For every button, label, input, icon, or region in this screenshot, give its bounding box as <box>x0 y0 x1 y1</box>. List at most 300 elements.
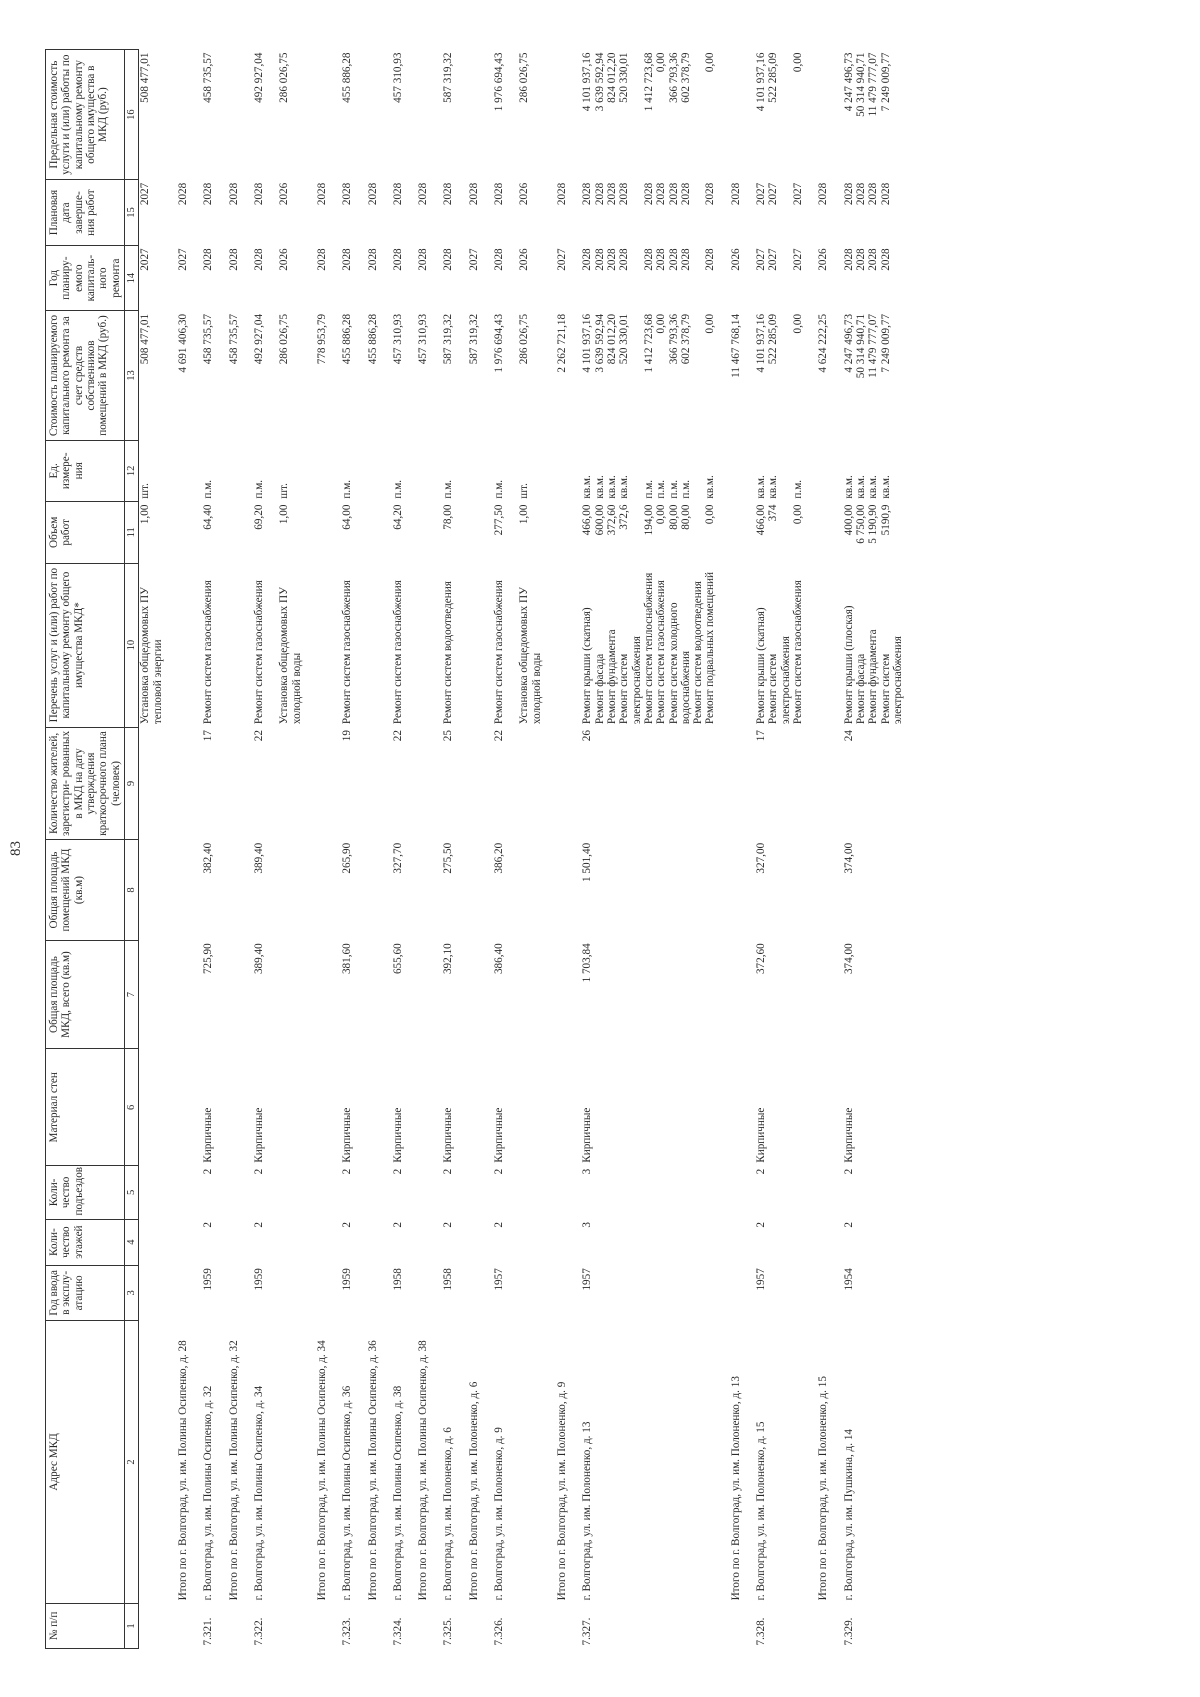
completion-year: 2028 <box>842 182 855 206</box>
unit-cell <box>468 440 480 502</box>
work-volume: 1,00 <box>518 504 531 525</box>
residents-cell: 19 <box>341 730 354 742</box>
work-item-cell <box>341 563 353 727</box>
premises-area-cell: 1 501,40 <box>581 842 594 882</box>
year-built-cell <box>228 1265 240 1320</box>
floors-cell: 2 <box>755 1222 768 1228</box>
row-number-cell <box>518 1603 543 1648</box>
wall-material-cell <box>316 1049 328 1166</box>
work-volume: 0,00 <box>792 504 805 525</box>
residents-cell <box>367 727 379 840</box>
work-volume: 372,6 <box>618 504 631 530</box>
premises-area-cell <box>278 840 303 940</box>
floors-cell: 2 <box>391 1222 404 1228</box>
row-number-cell <box>417 1603 429 1648</box>
column-number: 10 <box>124 563 139 727</box>
address-cell: г. Волгоград, ул. им. Пушкина, д. 14 <box>842 1428 855 1601</box>
completion-year-cell <box>817 180 829 246</box>
row-spacer-cell <box>354 50 367 1649</box>
entrances-cell <box>316 1166 328 1219</box>
work-item-cell <box>468 563 480 727</box>
completion-year-cell <box>493 180 505 246</box>
repair-year: 2028 <box>227 248 240 271</box>
floors-cell <box>518 1219 543 1265</box>
unit: кв.м. <box>704 475 717 499</box>
repair-year: 2028 <box>618 248 631 271</box>
work-item: Ремонт крыши (скатная) <box>755 607 768 725</box>
year-built-cell: 1954 <box>842 1268 855 1291</box>
planned-cost-cell <box>442 311 454 440</box>
premises-area-cell <box>316 840 328 940</box>
year-built-cell <box>518 1265 543 1320</box>
subtotal-row <box>367 50 379 1649</box>
header-cell: Количество жителей, зарегистри- рованных в МКД на дату утверждения краткосрочного плана (человек) <box>46 727 125 840</box>
planned-cost: 0,00 <box>792 313 805 334</box>
planned-cost-cell <box>556 311 568 440</box>
work-volume-cell <box>755 502 804 564</box>
column-number: 4 <box>124 1219 139 1265</box>
planned-cost <box>692 314 704 437</box>
work-item: Ремонт систем газоснабжения <box>391 580 404 725</box>
work-item: Установка общедомовых ПУ холодной воды <box>278 587 303 725</box>
residents-cell <box>730 727 742 840</box>
work-volume <box>780 505 792 561</box>
planned-cost-cell <box>139 311 164 440</box>
header-cell: Плановая дата заверше- ния работ <box>46 180 125 246</box>
limit-cost-cell <box>581 50 716 180</box>
unit-cell <box>202 440 214 502</box>
limit-cost: 1 976 694,43 <box>493 52 506 112</box>
work-item-cell <box>518 563 543 727</box>
work-item-cell <box>730 563 742 727</box>
repair-year <box>780 248 792 308</box>
planned-cost: 4 691 406,30 <box>177 313 190 373</box>
address-cell <box>278 1321 303 1604</box>
completion-year: 2028 <box>341 182 354 206</box>
planned-cost-cell <box>417 311 429 440</box>
work-item: Ремонт систем газоснабжения <box>252 580 265 725</box>
year-built-cell: 1958 <box>442 1268 455 1291</box>
limit-cost: 520 330,01 <box>618 52 631 103</box>
work-volume: 374 <box>767 504 780 522</box>
work-item: Ремонт систем газоснабжения <box>792 580 805 725</box>
work-volume-cell <box>468 502 480 564</box>
total-area-cell: 1 703,84 <box>581 943 594 983</box>
row-number-cell <box>228 1603 240 1648</box>
repair-year-cell <box>468 245 480 311</box>
residents-cell <box>278 727 303 840</box>
work-volume-cell <box>581 502 716 564</box>
column-number: 1 <box>124 1603 139 1648</box>
planned-cost: 602 378,79 <box>679 313 692 365</box>
completion-year-cell <box>581 180 716 246</box>
unit-cell <box>367 440 379 502</box>
wall-material-cell: Кирпичные <box>391 1107 404 1163</box>
wall-material-cell: Кирпичные <box>341 1107 354 1163</box>
page-number: 83 <box>8 841 24 856</box>
floors-cell: 2 <box>252 1222 265 1228</box>
row-spacer <box>505 50 518 1649</box>
limit-cost: 492 927,04 <box>252 52 265 103</box>
premises-area-cell <box>730 840 742 940</box>
repair-year-cell <box>253 245 265 311</box>
table-row <box>278 50 303 1649</box>
row-number-cell <box>139 1603 164 1648</box>
wall-material-cell: Кирпичные <box>842 1107 855 1163</box>
unit: п.м. <box>341 479 354 499</box>
entrances-cell: 2 <box>391 1168 404 1175</box>
header-cell: Ед. измере- ния <box>46 440 125 502</box>
work-volume: 466,00 <box>581 504 594 536</box>
column-number: 7 <box>124 940 139 1049</box>
work-item-cell <box>843 563 905 727</box>
unit-cell <box>730 440 742 502</box>
limit-cost: 50 314 940,71 <box>854 52 867 117</box>
completion-year-cell <box>417 180 429 246</box>
work-item-cell <box>442 563 454 727</box>
work-volume: 64,40 <box>202 504 215 530</box>
completion-year: 2028 <box>467 182 480 206</box>
residents-cell: 24 <box>842 730 855 742</box>
floors-cell: 3 <box>581 1222 594 1228</box>
completion-year-cell <box>139 180 164 246</box>
entrances-cell <box>228 1166 240 1219</box>
unit-cell <box>581 440 716 502</box>
limit-cost-cell <box>253 50 265 180</box>
unit <box>780 443 792 499</box>
planned-cost-cell <box>341 311 353 440</box>
work-item-cell <box>556 563 568 727</box>
limit-cost <box>631 53 643 177</box>
unit: п.м. <box>202 479 215 499</box>
completion-year: 2028 <box>315 182 328 206</box>
entrances-cell: 2 <box>252 1168 265 1175</box>
unit: п.м. <box>679 479 692 499</box>
row-spacer-cell <box>568 50 581 1649</box>
address-cell: Итого по г. Волгоград, ул. им. Полины Осипенко, д. 32 <box>227 1340 240 1601</box>
unit: шт. <box>518 483 531 499</box>
work-volume: 372,60 <box>605 504 618 536</box>
repair-year-cell <box>177 245 189 311</box>
repair-year: 2028 <box>442 248 455 271</box>
work-item: Ремонт систем газоснабжения <box>341 580 354 725</box>
limit-cost-cell <box>177 50 189 180</box>
row-spacer-cell <box>455 50 468 1649</box>
repair-year-cell <box>581 245 716 311</box>
entrances-cell <box>278 1166 303 1219</box>
unit: кв.м. <box>854 475 867 499</box>
completion-year: 2028 <box>729 182 742 206</box>
address-cell: Итого по г. Волгоград, ул. им. Полины Осипенко, д. 28 <box>177 1340 190 1601</box>
completion-year-cell <box>253 180 265 246</box>
wall-material-cell <box>556 1049 568 1166</box>
entrances-cell <box>468 1166 480 1219</box>
total-area-cell: 392,10 <box>442 943 455 975</box>
year-built-cell <box>278 1265 303 1320</box>
repair-year: 2027 <box>467 248 480 271</box>
wall-material-cell: Кирпичные <box>755 1107 768 1163</box>
total-area-cell <box>139 940 164 1049</box>
planned-cost <box>780 314 792 437</box>
completion-year-cell <box>341 180 353 246</box>
unit-cell <box>417 440 429 502</box>
planned-cost-cell <box>755 311 804 440</box>
work-item-cell <box>228 563 240 727</box>
unit: п.м. <box>655 479 668 499</box>
repair-year: 2028 <box>667 248 680 271</box>
completion-year: 2028 <box>442 182 455 206</box>
residents-cell: 25 <box>442 730 455 742</box>
row-spacer-cell <box>742 50 755 1649</box>
repair-year-cell <box>341 245 353 311</box>
header-cell: Перечень услуг и (или) работ по капитальному ремонту общего имущества МКД* <box>46 563 125 727</box>
total-area-cell <box>417 940 429 1049</box>
row-number-cell <box>367 1603 379 1648</box>
work-item: Ремонт подвальных помещений <box>704 572 717 725</box>
row-spacer-cell <box>505 50 518 1649</box>
year-built-cell <box>468 1265 480 1320</box>
year-built-cell: 1959 <box>252 1268 265 1291</box>
row-spacer <box>303 50 316 1649</box>
limit-cost: 508 477,01 <box>139 52 152 103</box>
work-item: Ремонт систем водоотведения <box>442 581 455 725</box>
wall-material-cell <box>139 1049 164 1166</box>
planned-cost: 587 319,32 <box>442 313 455 365</box>
unit: шт. <box>278 483 291 499</box>
entrances-cell: 2 <box>202 1168 215 1175</box>
year-built-cell <box>817 1265 829 1320</box>
limit-cost: 602 378,79 <box>679 52 692 103</box>
work-item-cell <box>817 563 829 727</box>
floors-cell <box>139 1219 164 1265</box>
work-volume-cell <box>253 502 265 564</box>
row-number-cell: 7.322. <box>252 1617 265 1646</box>
table-body <box>139 50 904 1649</box>
planned-cost: 11 467 768,14 <box>729 313 742 378</box>
work-volume: 277,50 <box>493 504 506 536</box>
planned-cost: 1 976 694,43 <box>493 313 506 373</box>
work-item-cell <box>417 563 429 727</box>
wall-material-cell: Кирпичные <box>442 1107 455 1163</box>
limit-cost: 11 479 777,07 <box>867 52 880 117</box>
planned-cost-cell <box>316 311 328 440</box>
limit-cost: 0,00 <box>704 52 717 73</box>
repair-year-cell <box>139 245 164 311</box>
planned-cost-cell <box>278 311 303 440</box>
completion-year: 2028 <box>704 182 717 206</box>
floors-cell <box>817 1219 829 1265</box>
limit-cost-cell <box>278 50 303 180</box>
completion-year: 2028 <box>642 182 655 206</box>
unit: кв.м. <box>593 475 606 499</box>
planned-cost: 824 012,20 <box>605 313 618 365</box>
work-item-cell <box>493 563 505 727</box>
unit-cell <box>442 440 454 502</box>
year-built-cell <box>556 1265 568 1320</box>
work-volume: 1,00 <box>139 504 152 525</box>
unit-cell <box>518 440 543 502</box>
row-spacer <box>717 50 730 1649</box>
floors-cell <box>730 1219 742 1265</box>
completion-year-cell <box>202 180 214 246</box>
row-number-cell: 7.327. <box>581 1617 594 1646</box>
completion-year: 2028 <box>581 182 594 206</box>
address-cell: Итого по г. Волгоград, ул. им. Полоненко, д. 6 <box>467 1381 480 1601</box>
unit-cell <box>843 440 905 502</box>
header-cell: Объем работ <box>46 502 125 564</box>
limit-cost-cell <box>556 50 568 180</box>
row-spacer-cell <box>804 50 817 1649</box>
completion-year-cell <box>843 180 905 246</box>
completion-year-cell <box>367 180 379 246</box>
year-built-cell <box>177 1265 189 1320</box>
planned-cost-cell <box>177 311 189 440</box>
planned-cost: 492 927,04 <box>252 313 265 365</box>
limit-cost: 824 012,20 <box>605 52 618 103</box>
repair-year-cell <box>392 245 404 311</box>
header-cell: Предельная стоимость услуги и (или) работы по капитальному ремонту общего имущества в МКД (руб.) <box>46 50 125 180</box>
column-number: 2 <box>124 1321 139 1604</box>
repair-year-cell <box>228 245 240 311</box>
work-item-cell <box>139 563 164 727</box>
unit-cell <box>493 440 505 502</box>
limit-cost-cell <box>755 50 804 180</box>
entrances-cell: 2 <box>341 1168 354 1175</box>
address-cell: г. Волгоград, ул. им. Полины Осипенко, д. 32 <box>202 1385 215 1601</box>
premises-area-cell: 327,70 <box>391 842 404 874</box>
row-spacer <box>543 50 556 1649</box>
total-area-cell: 389,40 <box>252 943 265 975</box>
work-volume: 5190,9 <box>879 504 892 536</box>
total-area-cell <box>556 940 568 1049</box>
work-item: Ремонт фундамента <box>867 629 880 725</box>
header-cell: № п/п <box>46 1603 125 1648</box>
work-item: Ремонт систем электроснабжения <box>618 636 643 725</box>
work-item: Ремонт систем газоснабжения <box>655 580 668 725</box>
completion-year <box>692 183 704 243</box>
work-item: Ремонт систем газоснабжения <box>493 580 506 725</box>
repair-year-cell <box>843 245 905 311</box>
row-spacer-cell <box>830 50 843 1649</box>
limit-cost-cell <box>493 50 505 180</box>
work-volume-cell <box>367 502 379 564</box>
premises-area-cell <box>417 840 429 940</box>
row-spacer-cell <box>543 50 556 1649</box>
limit-cost: 457 310,93 <box>391 52 404 103</box>
year-built-cell: 1958 <box>391 1268 404 1291</box>
unit-cell <box>316 440 328 502</box>
row-number-cell: 7.326. <box>493 1617 506 1646</box>
premises-area-cell: 327,00 <box>755 842 768 874</box>
residents-cell: 26 <box>581 730 594 742</box>
repair-year: 2028 <box>605 248 618 271</box>
wall-material-cell <box>730 1049 742 1166</box>
table-row <box>493 50 505 1649</box>
premises-area-cell <box>228 840 240 940</box>
row-spacer-cell <box>240 50 253 1649</box>
wall-material-cell: Кирпичные <box>252 1107 265 1163</box>
row-number-cell <box>556 1603 568 1648</box>
residents-cell: 22 <box>493 730 506 742</box>
completion-year-cell <box>518 180 543 246</box>
column-number: 15 <box>124 180 139 246</box>
completion-year: 2028 <box>817 182 830 206</box>
unit-cell <box>556 440 568 502</box>
residents-cell: 22 <box>391 730 404 742</box>
table-row <box>392 50 404 1649</box>
total-area-cell: 655,60 <box>391 943 404 975</box>
limit-cost: 587 319,32 <box>442 52 455 103</box>
completion-year: 2026 <box>278 182 291 206</box>
completion-year: 2028 <box>493 182 506 206</box>
year-built-cell: 1959 <box>341 1268 354 1291</box>
limit-cost <box>692 53 704 177</box>
column-number: 16 <box>124 50 139 180</box>
planned-cost-cell <box>253 311 265 440</box>
completion-year: 2028 <box>854 182 867 206</box>
row-spacer <box>429 50 442 1649</box>
work-item: Ремонт систем электроснабжения <box>767 636 792 725</box>
repair-year: 2026 <box>278 248 291 271</box>
entrances-cell <box>817 1166 829 1219</box>
work-item: Ремонт крыши (плоская) <box>842 605 855 725</box>
planned-cost: 7 249 009,77 <box>879 313 892 373</box>
premises-area-cell: 382,40 <box>202 842 215 874</box>
completion-year: 2027 <box>755 182 768 206</box>
completion-year-cell <box>392 180 404 246</box>
work-volume: 1,00 <box>278 504 291 525</box>
work-item: Ремонт систем водоотведения <box>692 581 705 725</box>
unit-cell <box>177 440 189 502</box>
unit: кв.м. <box>581 475 594 499</box>
work-item: Ремонт фасада <box>854 653 867 725</box>
row-number-cell: 7.324. <box>391 1617 404 1646</box>
residents-cell: 17 <box>755 730 768 742</box>
completion-year: 2028 <box>655 182 668 206</box>
work-volume-cell <box>341 502 353 564</box>
work-volume: 80,00 <box>667 504 680 530</box>
year-built-cell: 1957 <box>581 1268 594 1291</box>
unit: п.м. <box>792 479 805 499</box>
floors-cell: 2 <box>202 1222 215 1228</box>
planned-cost: 4 247 496,73 <box>842 313 855 373</box>
premises-area-cell: 389,40 <box>252 842 265 874</box>
repair-year: 2028 <box>854 248 867 271</box>
limit-cost: 0,00 <box>792 52 805 73</box>
floors-cell <box>228 1219 240 1265</box>
repair-year-cell <box>278 245 303 311</box>
entrances-cell <box>730 1166 742 1219</box>
planned-cost: 3 639 592,94 <box>593 313 606 373</box>
planned-cost: 4 624 222,25 <box>817 313 830 373</box>
work-item-cell <box>278 563 303 727</box>
work-volume-cell <box>139 502 164 564</box>
completion-year-cell <box>228 180 240 246</box>
limit-cost: 1 412 723,68 <box>642 52 655 112</box>
completion-year: 2028 <box>679 182 692 206</box>
row-spacer <box>455 50 468 1649</box>
address-cell: Итого по г. Волгоград, ул. им. Полоненко, д. 13 <box>729 1376 742 1601</box>
repair-year-cell <box>316 245 328 311</box>
limit-cost-cell <box>202 50 214 180</box>
entrances-cell: 2 <box>842 1168 855 1175</box>
limit-cost: 4 247 496,73 <box>842 52 855 112</box>
column-number-row <box>124 50 139 1649</box>
repair-year: 2028 <box>315 248 328 271</box>
table-row <box>442 50 454 1649</box>
limit-cost-cell <box>341 50 353 180</box>
subtotal-row <box>228 50 240 1649</box>
